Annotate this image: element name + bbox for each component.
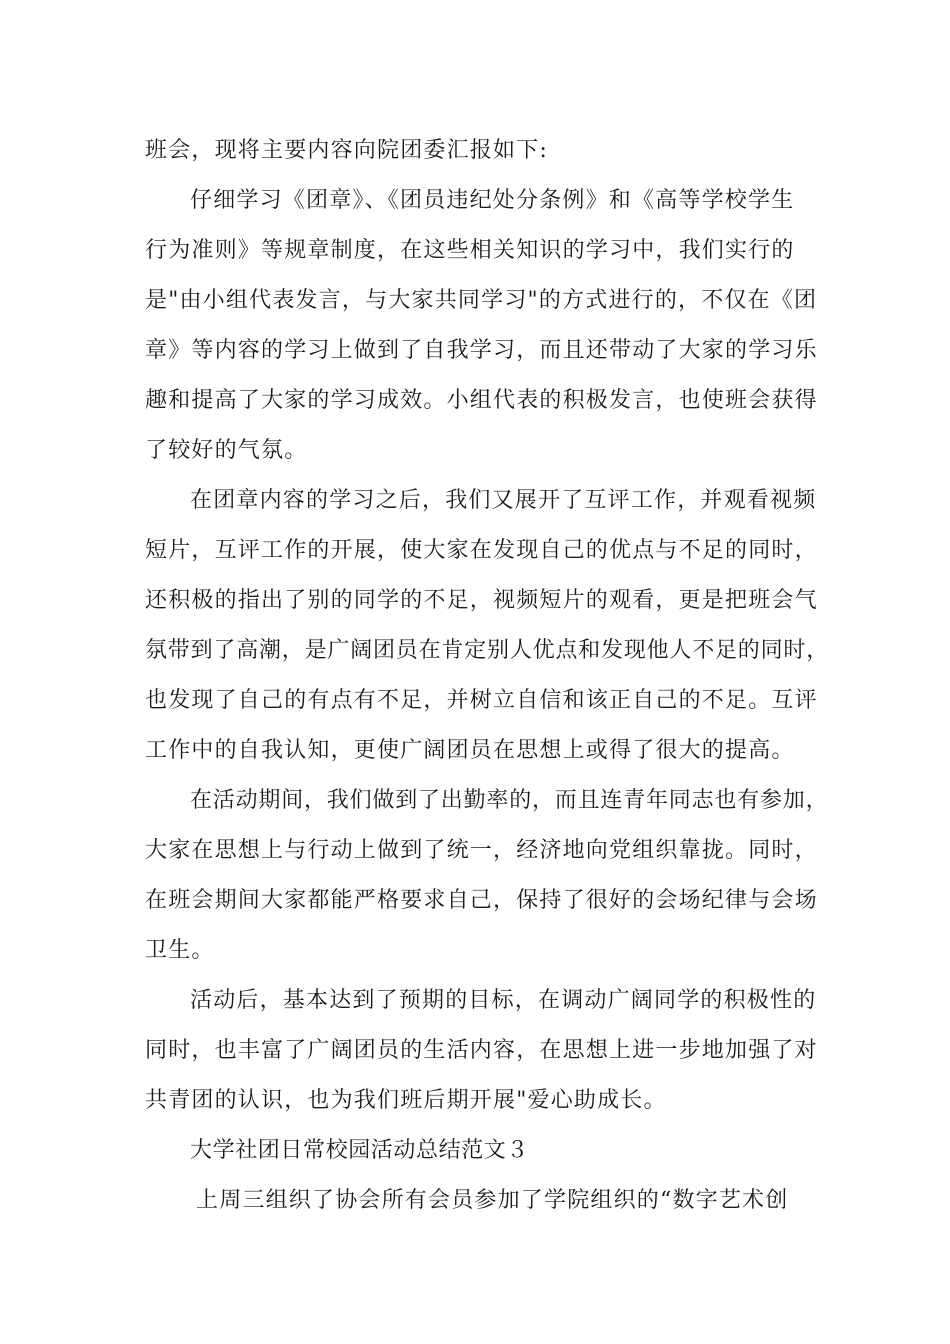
text-line: 在班会期间大家都能严格要求自己，保持了很好的会场纪律与会场: [145, 888, 818, 913]
text-line: 也发现了自己的有点有不足，并树立自信和该正自己的不足。互评: [145, 688, 818, 713]
text-line: 行为准则》等规章制度，在这些相关知识的学习中，我们实行的: [145, 238, 795, 263]
text-line: 大家在思想上与行动上做到了统一，经济地向党组织靠拢。同时，: [145, 838, 818, 863]
text-line: 氛带到了高潮，是广阔团员在肯定别人优点和发现他人不足的同时，: [145, 638, 830, 663]
paragraph-first-line: 在活动期间，我们做到了出勤率的，而且连青年同志也有参加，: [190, 788, 829, 813]
text-line: 同时，也丰富了广阔团员的生活内容，在思想上进一步地加强了对: [145, 1038, 818, 1063]
section-heading: 大学社团日常校园活动总结范文３: [190, 1138, 530, 1163]
paragraph-first-line: 仔细学习《团章》、《团员违纪处分条例》和《高等学校学生: [190, 188, 795, 213]
text-line: 班会，现将主要内容向院团委汇报如下:: [145, 138, 549, 163]
text-line: 共青团的认识，也为我们班后期开展"爱心助成长。: [145, 1088, 667, 1113]
text-line: 章》等内容的学习上做到了自我学习，而且还带动了大家的学习乐: [145, 338, 818, 363]
paragraph-first-line: 在团章内容的学习之后，我们又展开了互评工作，并观看视频: [190, 488, 817, 513]
paragraph-first-line: 上周三组织了协会所有会员参加了学院组织的“数字艺术创: [196, 1188, 789, 1213]
text-line: 工作中的自我认知，更使广阔团员在思想上或得了很大的提高。: [145, 738, 795, 763]
paragraph-first-line: 活动后，基本达到了预期的目标，在调动广阔同学的积极性的: [190, 988, 817, 1013]
text-line: 还积极的指出了别的同学的不足，视频短片的观看，更是把班会气: [145, 588, 818, 613]
text-line: 卫生。: [145, 938, 215, 963]
text-line: 趣和提高了大家的学习成效。小组代表的积极发言，也使班会获得: [145, 388, 818, 413]
text-line: 是"由小组代表发言，与大家共同学习"的方式进行的，不仅在《团: [145, 288, 818, 313]
text-line: 了较好的气氛。: [145, 438, 308, 463]
text-line: 短片，互评工作的开展，使大家在发现自己的优点与不足的同时，: [145, 538, 818, 563]
